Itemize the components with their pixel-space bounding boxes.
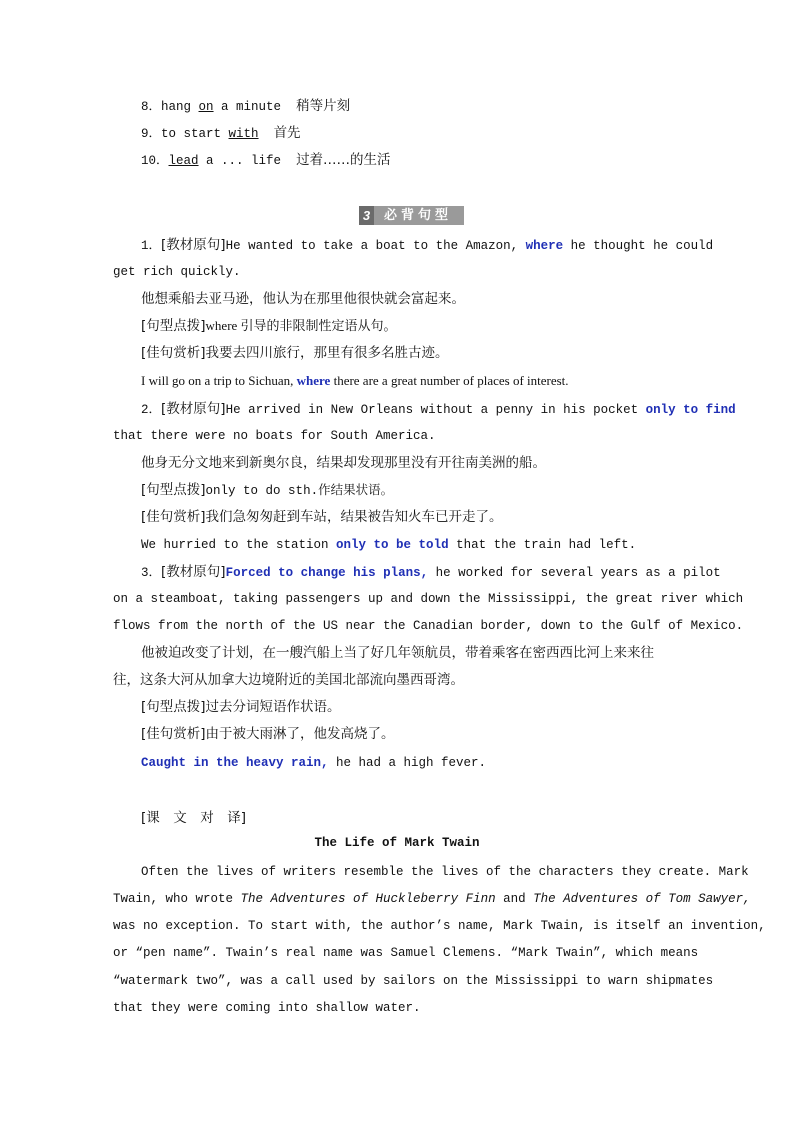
sentence-2-translation: 他身无分文地来到新奥尔良，结果却发现那里没有开往南美洲的船。 — [141, 455, 546, 471]
sentence-3-original: 3．[教材原句]Forced to change his plans, he worked for several years as a pilot — [141, 564, 721, 580]
sentence-3-example-cn: [佳句赏析]由于被大雨淋了，他发高烧了。 — [141, 726, 395, 742]
phrase-keyword: lead — [168, 154, 199, 168]
sentence-1-tip: [句型点拨]where 引导的非限制性定语从句。 — [141, 318, 397, 334]
passage-line: “watermark two”, was a call used by sailors on the Mississippi to warn shipmates — [113, 974, 714, 988]
translation-heading: [课 文 对 译] — [141, 810, 247, 826]
sentence-1-original: 1．[教材原句]He wanted to take a boat to the Amazon, where he thought he could — [141, 237, 714, 253]
section-title: 必背句型 — [374, 206, 464, 225]
sentence-2-original: 2．[教材原句]He arrived in New Orleans without a penny in his pocket only to find — [141, 401, 736, 417]
section-number: 3 — [359, 206, 374, 225]
phrase-item: 9．to start with 首先 — [141, 125, 301, 141]
phrase-item: 8．hang on a minute 稍等片刻 — [141, 98, 351, 114]
sentence-3-translation: 他被迫改变了计划，在一艘汽船上当了好几年领航员，带着乘客在密西西比河上来来往 — [141, 645, 654, 661]
sentence-3-example-en: Caught in the heavy rain, he had a high fever. — [141, 756, 487, 770]
passage-line: or “pen name”. Twain’s real name was Samuel Clemens. “Mark Twain”, which means — [113, 946, 699, 960]
sentence-3-original-cont: flows from the north of the US near the Canadian border, down to the Gulf of Mexico. — [113, 619, 744, 633]
sentence-1-original-cont: get rich quickly. — [113, 265, 241, 279]
phrase-keyword: on — [198, 100, 214, 114]
passage-line: that they were coming into shallow water. — [113, 1001, 421, 1015]
sentence-3-tip: [句型点拨]过去分词短语作状语。 — [141, 699, 341, 715]
sentence-2-original-cont: that there were no boats for South America. — [113, 429, 436, 443]
sentence-2-tip: [句型点拨]only to do sth.作结果状语。 — [141, 482, 394, 498]
passage-line: Twain, who wrote The Adventures of Huckleberry Finn and The Adventures of Tom Sawyer, — [113, 892, 751, 906]
passage-line: Often the lives of writers resemble the lives of the characters they create. Mark — [141, 865, 749, 879]
section-heading — [359, 206, 464, 225]
passage-line: was no exception. To start with, the author’s name, Mark Twain, is itself an invention, — [113, 919, 766, 933]
phrase-keyword: with — [228, 127, 259, 141]
sentence-1-translation: 他想乘船去亚马逊，他认为在那里他很快就会富起来。 — [141, 291, 465, 307]
sentence-2-example-cn: [佳句赏析]我们急匆匆赶到车站，结果被告知火车已开走了。 — [141, 509, 503, 525]
sentence-1-example-en: I will go on a trip to Sichuan, where there are a great number of places of interest. — [141, 373, 569, 388]
phrase-item: 10．lead a ... life 过着……的生活 — [141, 152, 391, 168]
passage-title: The Life of Mark Twain — [314, 836, 480, 850]
sentence-1-example-cn: [佳句赏析]我要去四川旅行，那里有很多名胜古迹。 — [141, 345, 449, 361]
sentence-3-original-cont: on a steamboat, taking passengers up and down the Mississippi, the great river which — [113, 592, 744, 606]
sentence-3-translation-cont: 往，这条大河从加拿大边境附近的美国北部流向墨西哥湾。 — [113, 672, 464, 688]
sentence-2-example-en: We hurried to the station only to be told that the train had left. — [141, 538, 637, 552]
